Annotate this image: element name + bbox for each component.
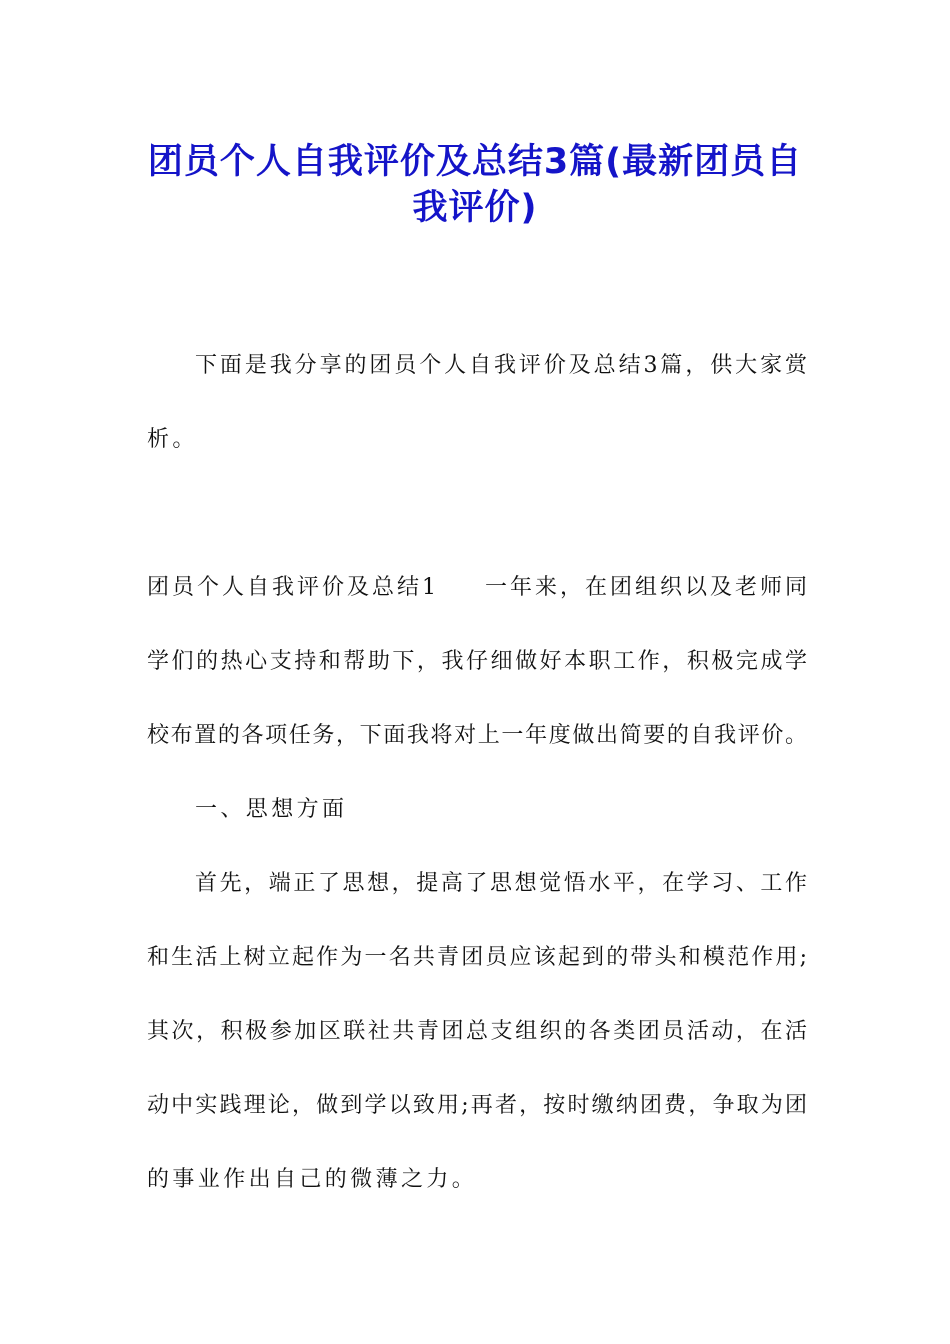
section1-line-3: 校布置的各项任务，下面我将对上一年度做出简要的自我评价。 — [147, 723, 807, 748]
para1-line-1: 首先，端正了思想，提高了思想觉悟水平，在学习、工作 — [195, 871, 807, 896]
section1-line1-text: 一年来，在团组织以及老师同 — [482, 575, 807, 600]
para1-line-3: 其次，积极参加区联社共青团总支组织的各类团员活动，在活 — [147, 1019, 807, 1044]
sub-heading-thought: 一、思想方面 — [195, 797, 348, 822]
para1-line-5: 的事业作出自己的微薄之力。 — [147, 1167, 478, 1192]
section1-first-line — [147, 570, 807, 601]
section1-line-2: 学们的热心支持和帮助下，我仔细做好本职工作，积极完成学 — [147, 649, 807, 674]
intro-line-2: 析。 — [147, 427, 198, 452]
section1-heading: 团员个人自我评价及总结1 — [147, 575, 436, 600]
document-title-line-2: 我评价) — [412, 188, 538, 228]
para1-line-2: 和生活上树立起作为一名共青团员应该起到的带头和模范作用; — [147, 945, 807, 970]
intro-line-1: 下面是我分享的团员个人自我评价及总结3篇，供大家赏 — [195, 353, 807, 378]
document-title-line-1: 团员个人自我评价及总结3篇(最新团员自 — [147, 142, 803, 182]
para1-line-4: 动中实践理论，做到学以致用;再者，按时缴纳团费，争取为团 — [147, 1093, 807, 1118]
